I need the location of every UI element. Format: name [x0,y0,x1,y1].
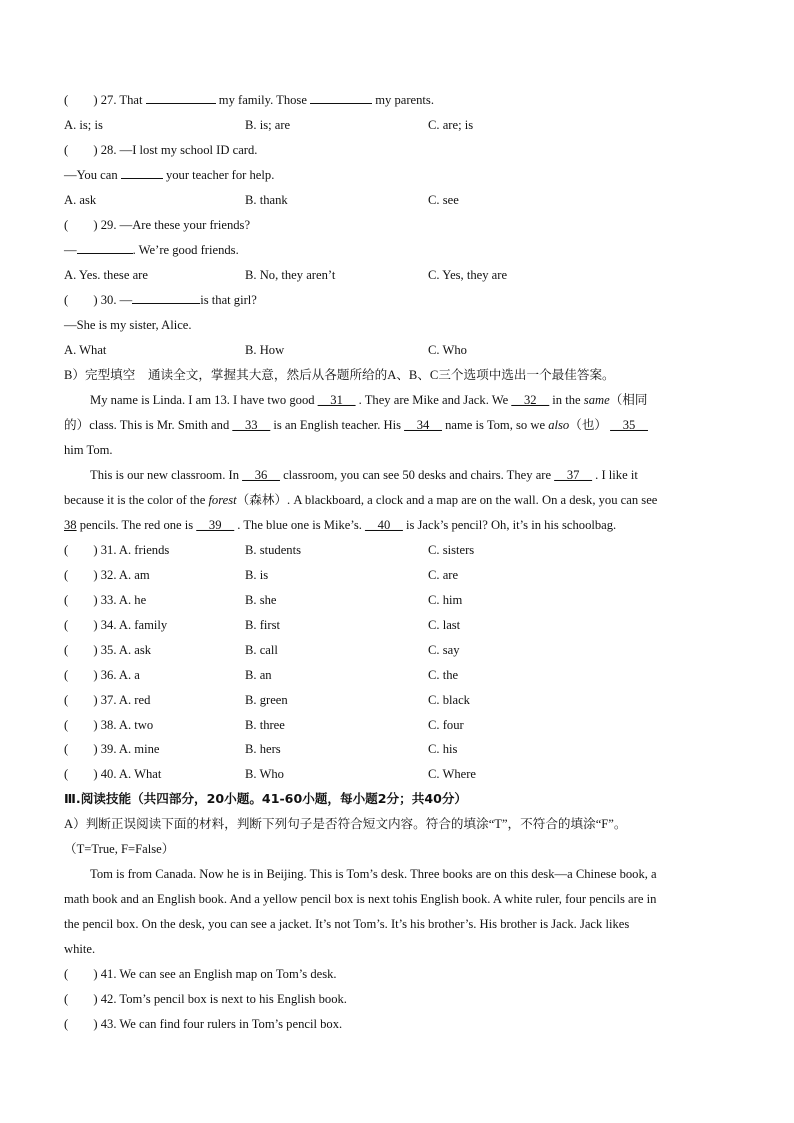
section-3-title: Ⅲ.阅读技能（共四部分，20小题。41-60小题，每小题2分；共40分） [64,791,468,806]
reading-passage-line-2: math book and an English book. And a yellow pencil box is next tohis English book. A white ruler, four pencils are in [64,892,657,906]
cloze-40-option-b: B. Who [245,767,284,781]
cloze-35-option-a: ( ) 35. A. ask [64,643,152,657]
cloze-38-option-c: C. four [428,718,464,732]
cloze-39-option-c: C. his [428,742,458,756]
text: （森林）. A blackboard, a clock and a map are on the wall. On a desk, you can see [236,493,658,507]
blank-40: __40__ [365,518,403,532]
blank-39: __39__ [196,518,235,532]
text: （相同 [609,393,648,407]
text: My name is Linda. I am 13. I have two good [90,393,318,407]
blank-33: __33__ [232,418,271,432]
reading-passage-line-3: the pencil box. On the desk, you can see a jacket. It’s not Tom’s. It’s his brother’s. His brother is Jack. Jack likes [64,917,630,931]
text: is Jack’s pencil? Oh, it’s in his schoolbag. [402,518,617,532]
cloze-32-option-b: B. is [245,568,269,582]
question-41: ( ) 41. We can see an English map on Tom’s desk. [64,967,337,981]
cloze-31-option-a: ( ) 31. A. friends [64,543,170,557]
cloze-36-option-c: C. the [428,668,459,682]
q28-text-b: your teacher for help. [162,168,275,182]
answer-blank [132,291,200,304]
cloze-34-option-a: ( ) 34. A. family [64,618,168,632]
q30-option-b: B. How [245,343,285,357]
cloze-37-option-b: B. green [245,693,288,707]
cloze-paragraph-2-line-1 [90,466,638,484]
cloze-37-option-c: C. black [428,693,470,707]
cloze-39-option-b: B. hers [245,742,281,756]
text: name is Tom, so we [441,418,549,432]
cloze-40-option-c: C. Where [428,767,477,781]
q27-option-a: A. is; is [64,118,103,132]
cloze-36-option-b: B. an [245,668,272,682]
reading-passage-line-4: white. [64,942,96,956]
q27-option-c: C. are; is [428,118,474,132]
text: . They are Mike and Jack. We [355,393,512,407]
cloze-34-option-c: C. last [428,618,461,632]
q28-option-b: B. thank [245,193,288,207]
q30-option-a: A. What [64,343,107,357]
blank-35: __35__ [610,418,648,432]
question-29-stem: ( ) 29. —Are these your friends? [64,218,251,232]
q29-text-b: . We’re good friends. [132,243,239,257]
text: . I like it [592,468,638,482]
italic-word: forest [208,493,237,507]
blank-37: __37__ [554,468,593,482]
text: （也） [569,418,611,432]
q27-option-b: B. is; are [245,118,291,132]
q29-text-a: — [64,243,77,257]
text: classroom, you can see 50 desks and chairs. They are [279,468,555,482]
cloze-32-option-a: ( ) 32. A. am [64,568,150,582]
blank-34: __34__ [404,418,442,432]
q30-text-b: is that girl? [200,293,257,307]
cloze-36-option-a: ( ) 36. A. a [64,668,140,682]
cloze-paragraph-2-line-2 [64,491,657,509]
question-27-stem [64,91,434,109]
q28-option-a: A. ask [64,193,97,207]
section-3a-note: （T=True, F=False） [64,842,175,856]
cloze-38-option-a: ( ) 38. A. two [64,718,154,732]
text: 的）class. This is Mr. Smith and [64,418,233,432]
q30-option-c: C. Who [428,343,467,357]
text: is an English teacher. His [270,418,405,432]
question-43: ( ) 43. We can find four rulers in Tom’s pencil box. [64,1017,343,1031]
cloze-paragraph-2-line-3 [64,516,616,534]
answer-blank [146,91,216,104]
text: because it is the color of the [64,493,209,507]
cloze-33-option-a: ( ) 33. A. he [64,593,147,607]
question-42: ( ) 42. Tom’s pencil box is next to his English book. [64,992,347,1006]
text: . The blue one is Mike’s. [234,518,366,532]
q28-option-c: C. see [428,193,459,207]
answer-blank [310,91,372,104]
blank-32: __32__ [511,393,550,407]
text: in the [549,393,584,407]
blank-38: 38 [64,518,77,532]
cloze-paragraph-1-line-3: him Tom. [64,443,113,457]
question-28-stem: ( ) 28. —I lost my school ID card. [64,143,258,157]
cloze-32-option-c: C. are [428,568,459,582]
cloze-33-option-b: B. she [245,593,277,607]
q27-text-a: ( ) 27. That [64,93,146,107]
cloze-38-option-b: B. three [245,718,285,732]
italic-word: same [583,393,610,407]
cloze-33-option-c: C. him [428,593,463,607]
question-28-line2 [64,166,274,184]
answer-blank [121,166,163,179]
cloze-31-option-c: C. sisters [428,543,475,557]
text: This is our new classroom. In [90,468,243,482]
q29-option-a: A. Yes. these are [64,268,148,282]
blank-36: __36__ [242,468,280,482]
q30-text-a: ( ) 30. — [64,293,133,307]
section-b-title: B）完型填空 通读全文，掌握其大意，然后从各题所给的A、B、C三个选项中选出一个最佳答案。 [64,368,615,382]
cloze-31-option-b: B. students [245,543,301,557]
reading-passage-line-1: Tom is from Canada. Now he is in Beijing. This is Tom’s desk. Three books are on this desk—a Chinese book, a [90,867,657,881]
q27-text-c: my parents. [372,93,434,107]
cloze-35-option-b: B. call [245,643,278,657]
question-29-line2 [64,241,239,259]
cloze-paragraph-1-line-2 [64,416,648,434]
cloze-40-option-a: ( ) 40. A. What [64,767,162,781]
question-30-stem [64,291,257,309]
cloze-34-option-b: B. first [245,618,280,632]
question-30-line2: —She is my sister, Alice. [64,318,192,332]
q29-option-b: B. No, they aren’t [245,268,336,282]
q27-text-b: my family. Those [215,93,311,107]
cloze-paragraph-1-line-1 [90,391,647,409]
text: pencils. The red one is [76,518,197,532]
section-3a-instructions: A）判断正误阅读下面的材料，判断下列句子是否符合短文内容。符合的填涂“T”，不符合的填涂“F”。 [64,817,627,831]
cloze-35-option-c: C. say [428,643,460,657]
answer-blank [77,241,133,254]
cloze-37-option-a: ( ) 37. A. red [64,693,151,707]
q28-text-a: —You can [64,168,121,182]
cloze-39-option-a: ( ) 39. A. mine [64,742,160,756]
blank-31: __31__ [317,393,356,407]
italic-word: also [548,418,570,432]
q29-option-c: C. Yes, they are [428,268,508,282]
